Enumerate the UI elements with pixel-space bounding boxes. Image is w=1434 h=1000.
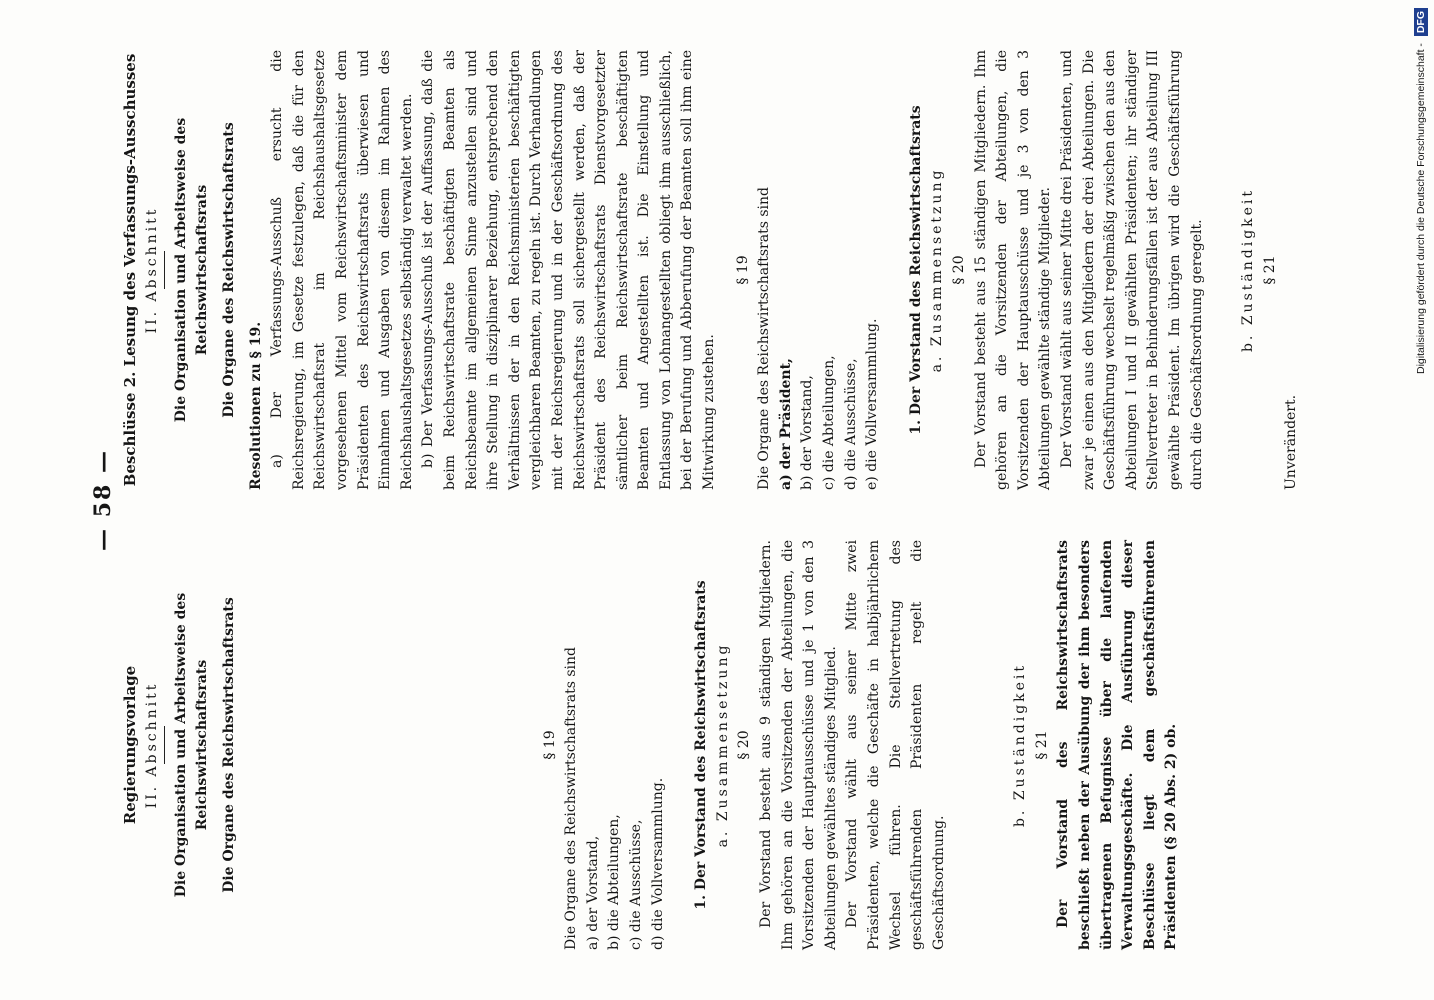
paragraph-19-number: § 19 [734, 255, 751, 285]
paragraph-19-text: Die Organe des Reichswirtschaftsrats sind [563, 647, 580, 950]
paragraph-19-text: Die Organe des Reichswirtschaftsrats sind [756, 187, 773, 490]
resolution-b: b) Der Verfassungs-Ausschuß ist der Auffassung, daß die beim Reichswirtschaftsrate beschäftigten Beamten als Reichsbeamte im allgemeinen Sinne anzustellen sind und ihre Stellung in disziplinarer Beziehung, entsprechend den Verhältnissen der in den Reichsministerien beschäftigten vergleichbaren Beamten, zu regeln ist. Durch Verhandlungen mit der Reichsregierung und in der Geschäftsordnung des Reichswirtschaftsrats soll sichergestellt werden, daß der Präsident des Reichswirtschaftsrats Dienstvorgesetzter sämtlicher beim Reichswirtschaftsrate beschäftigten Beamten und Angestellten ist. Die Einstellung und Entlassung von Lohnangestellten obliegt ihm ausschließlich, bei der Berufung und Abberufung der Beamten soll ihm eine Mitwirkung zustehen. [420, 50, 718, 490]
section-label: II. Abschnitt [144, 681, 160, 809]
vorstand-heading: 1. Der Vorstand des Reichswirtschaftsrats [693, 580, 710, 910]
resolutions-heading: Resolutionen zu § 19. [247, 321, 264, 490]
paragraph-20-text-2: Der Vorstand wählt aus seiner Mitte drei Präsidenten, und zwar je einen aus den Mitgliedern der drei Abteilungen. Die Geschäftsführung wechselt regelmäßig zwischen den aus den Abteilungen I und II gewählten Präsidenten; ihr ständiger Stellvertreter in Behinderungsfällen ist der aus Abteilung III gewählte Präsident. Im übrigen wird die Geschäftsführung durch die Geschäftsordnung geregelt. [1058, 50, 1205, 490]
organ-list-item: a) der Vorstand, [584, 835, 601, 950]
organs-heading: Die Organe des Reichswirtschaftsrats [220, 597, 237, 893]
organ-list-item: a) der Präsident, [777, 358, 794, 490]
dfg-logo-badge: DFG [1414, 8, 1428, 36]
paragraph-20-text-2: Der Vorstand wählt aus seiner Mitte zwei Präsidenten, welche die Geschäfte in halbjährlichem Wechsel führen. Die Stellvertretung des geschäftsführenden Präsidenten regelt die Geschäftsordnung. [844, 540, 947, 950]
organ-list-item: d) die Ausschüsse, [842, 358, 859, 490]
organ-list-item: d) die Vollversammlung. [649, 777, 666, 950]
section-title-line-2: Reichswirtschaftsrats [193, 659, 210, 831]
composition-heading: a. Zusammensetzung [714, 642, 731, 848]
paragraph-20-number: § 20 [736, 730, 753, 760]
paragraph-21-number: § 21 [1261, 255, 1278, 285]
paragraph-19-number: § 19 [541, 730, 558, 760]
section-title-line-2: Reichswirtschaftsrats [193, 184, 210, 356]
section-title-line-1: Die Organisation und Arbeitsweise des [172, 117, 189, 423]
paragraph-21-number: § 21 [1033, 730, 1050, 760]
organs-heading: Die Organe des Reichswirtschaftsrats [220, 122, 237, 418]
paragraph-20-text: Der Vorstand besteht aus 15 ständigen Mitgliedern. Ihm gehören an die Vorsitzenden der Abteilungen, die Vorsitzenden der Hauptausschüsse und je 3 von den 3 Abteilungen gewählte ständige Mitglieder. [972, 50, 1054, 490]
column-committee-resolutions [118, 50, 1303, 490]
column-header: Beschlüsse 2. Lesung des Verfassungs-Ausschusses [121, 53, 139, 487]
paragraph-21-text: Unverändert. [1283, 394, 1300, 490]
column-government-bill [118, 540, 1183, 950]
organ-list-item: c) die Abteilungen, [821, 355, 838, 490]
resolution-a: a) Der Verfassungs-Ausschuß ersucht die Reichsregierung, im Gesetze festzulegen, daß die für den Reichswirtschaftsrat im Reichshaushaltsgesetze vorgesehenen Mittel vom Reichswirtschaftsminister dem Präsidenten des Reichswirtschaftsrats überwiesen und Einnahmen und Ausgaben von diesem im Rahmen des Reichshaushaltsgesetzes selbständig verwaltet werden. [269, 50, 415, 490]
organ-list-item: b) die Abteilungen, [606, 814, 623, 950]
paragraph-20-number: § 20 [951, 255, 967, 285]
digitization-note-text: Digitalisierung gefördert durch die Deutsche Forschungsgemeinschaft - [1415, 43, 1427, 375]
organ-list-item: b) der Vorstand, [799, 375, 816, 490]
section-label: II. Abschnitt [144, 206, 160, 334]
organ-list-item: e) die Vollversammlung. [864, 318, 881, 490]
divider-rule [164, 251, 165, 289]
column-header: Regierungsvorlage [121, 665, 139, 825]
section-title-line-1: Die Organisation und Arbeitsweise des [172, 592, 189, 898]
paragraph-20-text: Der Vorstand besteht aus 9 ständigen Mitgliedern. Ihm gehören an die Vorsitzenden der Abteilungen, die Vorsitzenden der Hauptausschüsse und je 1 von den 3 Abteilungen gewähltes ständiges Mitglied. [757, 540, 839, 950]
page-number: — 58 — [90, 449, 116, 551]
vorstand-heading: 1. Der Vorstand des Reichswirtschaftsrats [907, 105, 924, 435]
competence-heading: b. Zuständigkeit [1240, 187, 1257, 353]
divider-rule [164, 726, 165, 764]
organ-list-item: c) die Ausschüsse, [627, 819, 644, 950]
paragraph-21-text: Der Vorstand des Reichswirtschaftsrats beschließt neben der Ausübung der ihm besonders übertragenen Befugnisse über die laufenden Verwaltungsgeschäfte. Die Ausführung dieser Beschlüsse liegt dem geschäftsführenden Präsidenten (§ 20 Abs. 2) ob. [1055, 540, 1180, 950]
competence-heading: b. Zuständigkeit [1012, 662, 1029, 828]
composition-heading: a. Zusammensetzung [929, 167, 946, 373]
digitization-note [1412, 8, 1430, 992]
